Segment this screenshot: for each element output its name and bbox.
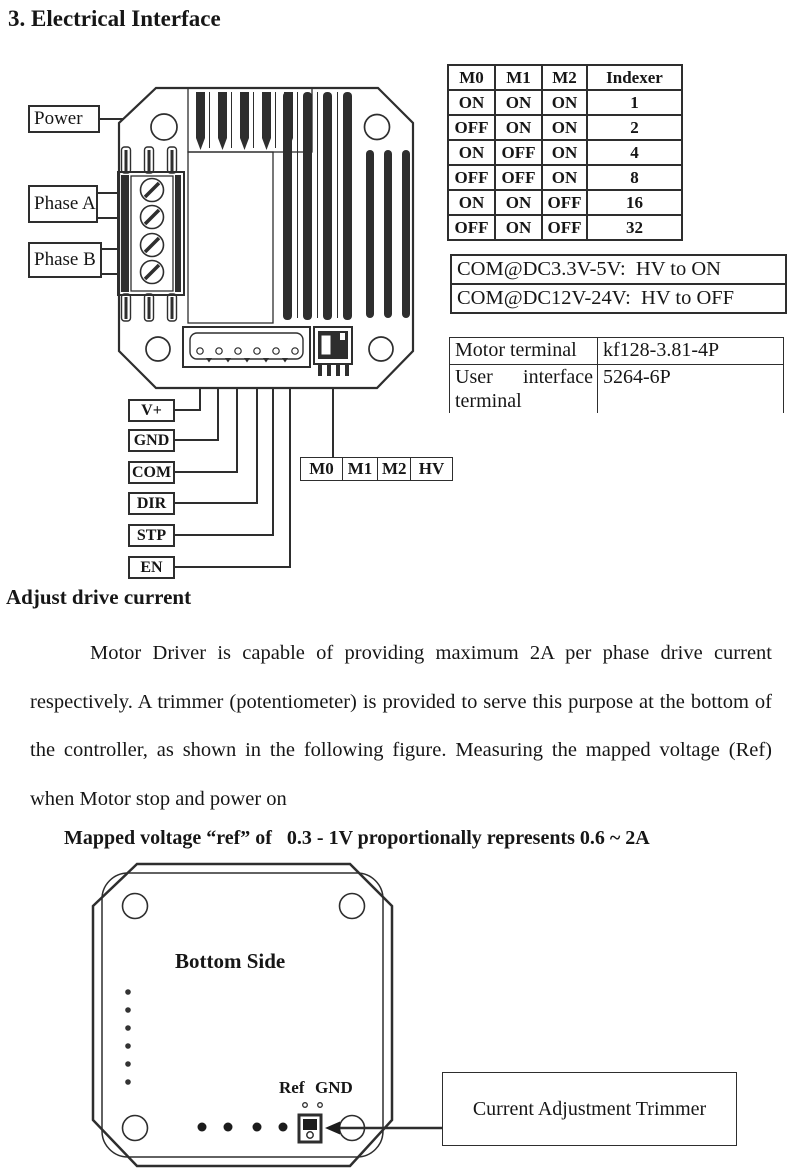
table-row bbox=[451, 255, 786, 284]
cell: ON bbox=[495, 90, 542, 115]
col-header: M0 bbox=[448, 65, 495, 90]
cell: ON bbox=[495, 215, 542, 240]
col-header: M2 bbox=[542, 65, 587, 90]
signal-label-m2: M2 bbox=[377, 457, 412, 481]
adjust-heading: Adjust drive current bbox=[6, 585, 192, 609]
user-interface-connector bbox=[183, 327, 310, 367]
bottom-side-label: Bottom Side bbox=[175, 949, 286, 973]
pin-label-com: COM bbox=[128, 461, 175, 484]
callout-line-vplus bbox=[175, 388, 200, 410]
phase-b-label: Phase B bbox=[28, 242, 102, 278]
table-row bbox=[448, 115, 682, 140]
cell: ON bbox=[448, 90, 495, 115]
table-row bbox=[448, 190, 682, 215]
table-row bbox=[450, 338, 784, 365]
col-header: M1 bbox=[495, 65, 542, 90]
left-pin-dots bbox=[125, 989, 131, 1085]
section-title: 3. Electrical Interface bbox=[8, 6, 221, 31]
mount-hole-top-right bbox=[365, 115, 390, 140]
signal-label-m0: M0 bbox=[300, 457, 343, 481]
com-rule-2: COM@DC12V-24V: HV to OFF bbox=[451, 284, 786, 313]
indexer-table bbox=[447, 64, 683, 241]
callout-line-dir bbox=[175, 388, 257, 503]
terminal-table bbox=[449, 337, 784, 413]
ref-label: Ref bbox=[279, 1078, 305, 1097]
trimmer-callout-box: Current Adjustment Trimmer bbox=[442, 1072, 737, 1146]
mount-hole-top-left bbox=[151, 114, 177, 140]
heatsink-fins-top bbox=[188, 88, 312, 152]
bottom-pin-dots bbox=[198, 1123, 288, 1132]
signal-label-hv: HV bbox=[410, 457, 453, 481]
cell: OFF bbox=[448, 165, 495, 190]
board-outline bbox=[93, 864, 392, 1166]
terminal-name: Motor terminal bbox=[450, 338, 598, 365]
ref-test-point bbox=[303, 1103, 308, 1108]
table-row bbox=[450, 365, 784, 414]
cell: ON bbox=[448, 140, 495, 165]
table-row bbox=[448, 215, 682, 240]
pin-label-en: EN bbox=[128, 556, 175, 579]
gnd-label: GND bbox=[315, 1078, 353, 1097]
pin-label-vplus: V+ bbox=[128, 399, 175, 422]
trimmer-component bbox=[299, 1115, 321, 1142]
col-header: Indexer bbox=[587, 65, 682, 90]
cell: OFF bbox=[448, 115, 495, 140]
cell: 8 bbox=[587, 165, 682, 190]
callout-line-phase-a bbox=[98, 193, 120, 218]
phase-a-label: Phase A bbox=[28, 185, 98, 223]
body-paragraph: Motor Driver is capable of providing maximum 2A per phase drive current respectively. A trimmer (potentiometer) is provided to serve this purpose at the bottom of the controller, as shown in the following figure. Measuring the mapped voltage (Ref) when Motor stop and power on bbox=[30, 642, 772, 810]
cell: OFF bbox=[495, 140, 542, 165]
cell: OFF bbox=[448, 215, 495, 240]
cell: 2 bbox=[587, 115, 682, 140]
mount-hole-top-left bbox=[123, 894, 148, 919]
cell: ON bbox=[542, 140, 587, 165]
pin-label-gnd: GND bbox=[128, 429, 175, 452]
com-voltage-table bbox=[450, 254, 787, 314]
indexer-header-row bbox=[448, 65, 682, 90]
cell: OFF bbox=[542, 215, 587, 240]
table-row bbox=[448, 90, 682, 115]
mount-hole-bottom-right bbox=[369, 337, 393, 361]
motor-terminal-block bbox=[118, 172, 184, 295]
driver-plate bbox=[188, 152, 273, 323]
terminal-name: User interface terminal bbox=[450, 365, 598, 414]
cell: 32 bbox=[587, 215, 682, 240]
callout-line-gnd bbox=[175, 388, 218, 440]
dip-switch bbox=[314, 327, 352, 376]
mount-hole-bottom-left bbox=[123, 1116, 148, 1141]
table-row bbox=[451, 284, 786, 313]
cell: 4 bbox=[587, 140, 682, 165]
cell: ON bbox=[495, 190, 542, 215]
cell: OFF bbox=[542, 190, 587, 215]
cell: ON bbox=[542, 115, 587, 140]
gnd-test-point bbox=[318, 1103, 323, 1108]
cell: OFF bbox=[495, 165, 542, 190]
callout-line-com bbox=[175, 388, 237, 472]
table-row bbox=[448, 165, 682, 190]
cell: ON bbox=[542, 90, 587, 115]
cell: 16 bbox=[587, 190, 682, 215]
heatsink-fins-right bbox=[366, 150, 410, 318]
mount-hole-bottom-left bbox=[146, 337, 170, 361]
cell: ON bbox=[495, 115, 542, 140]
table-row bbox=[448, 140, 682, 165]
pin-label-stp: STP bbox=[128, 524, 175, 547]
cell: 1 bbox=[587, 90, 682, 115]
cell: ON bbox=[448, 190, 495, 215]
pin-label-dir: DIR bbox=[128, 492, 175, 515]
terminal-part: kf128-3.81-4P bbox=[598, 338, 784, 365]
com-rule-1: COM@DC3.3V-5V: HV to ON bbox=[451, 255, 786, 284]
cell: ON bbox=[542, 165, 587, 190]
mount-hole-top-right bbox=[340, 894, 365, 919]
signal-label-m1: M1 bbox=[342, 457, 379, 481]
terminal-part: 5264-6P bbox=[598, 365, 784, 414]
heatsink-fins-center bbox=[283, 92, 352, 320]
power-label: Power bbox=[28, 105, 100, 133]
mapped-voltage-line: Mapped voltage “ref” of 0.3 - 1V proportionally represents 0.6 ~ 2A bbox=[64, 827, 650, 849]
